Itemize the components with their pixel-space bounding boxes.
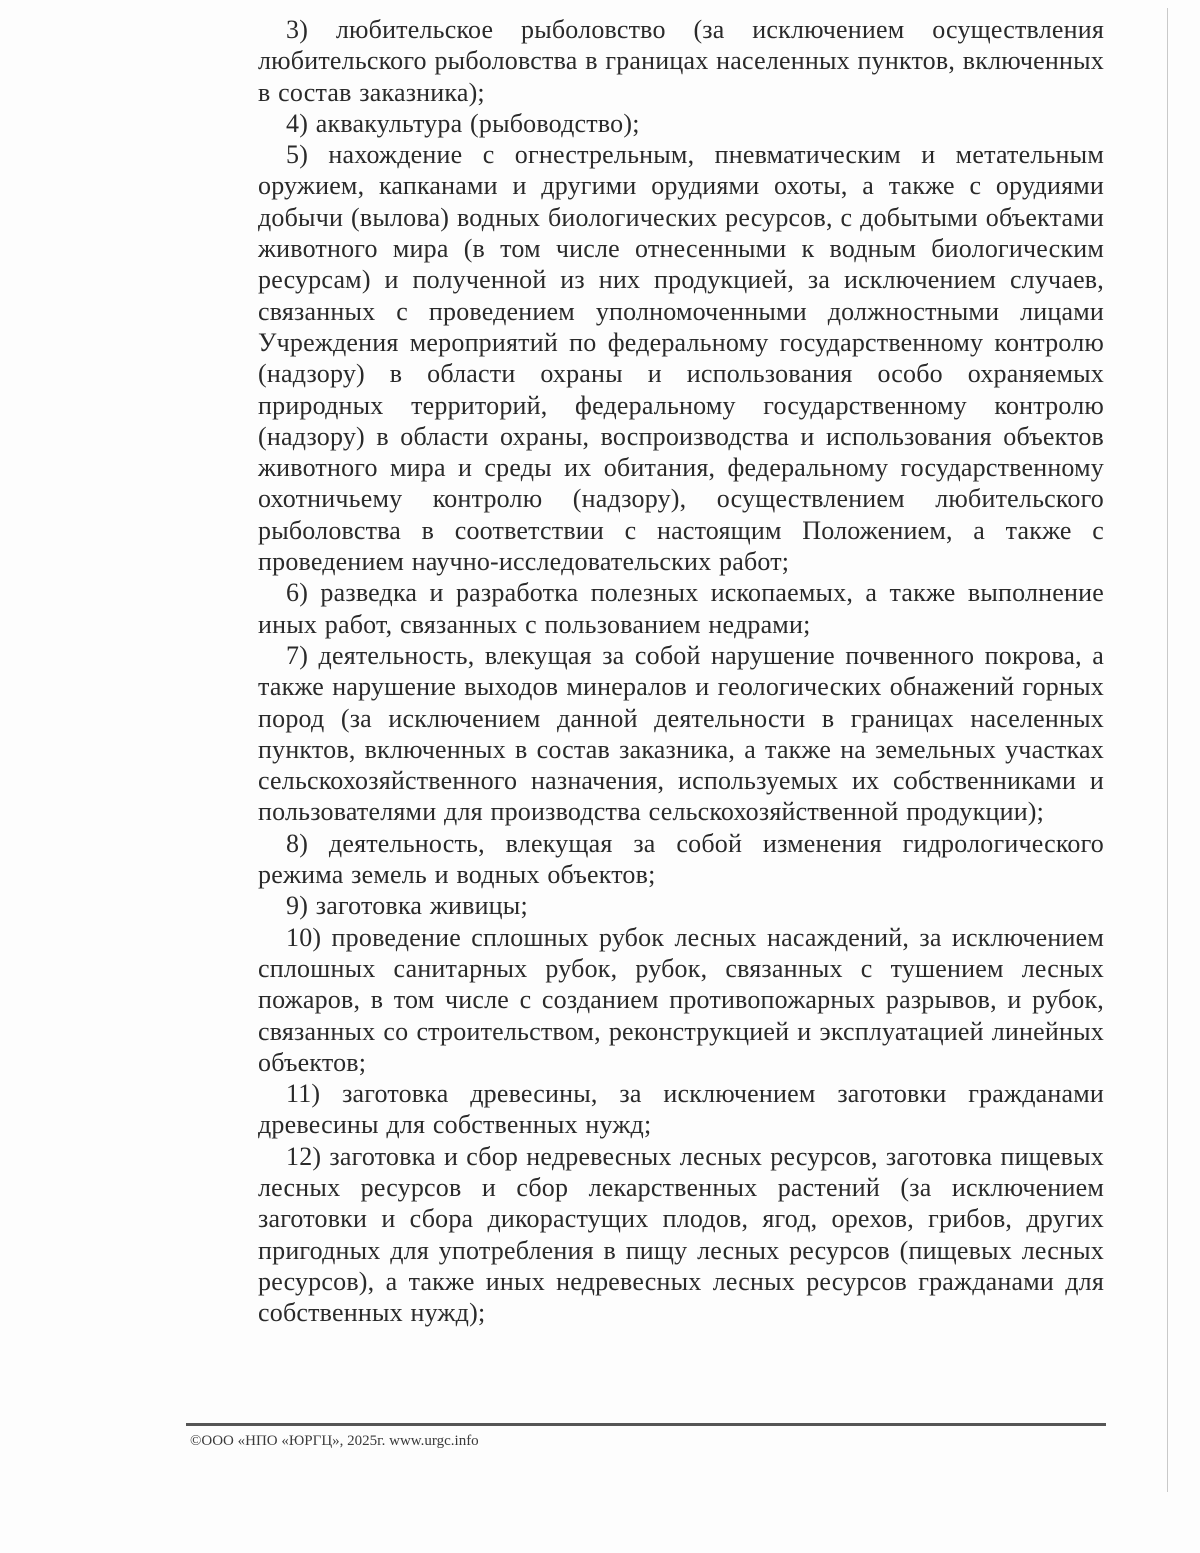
list-item-3: 3) любительское рыболовство (за исключением осуществления любительского рыболовства в границах населенных пунктов, включенных в состав заказника); xyxy=(258,15,1104,107)
list-item-6: 6) разведка и разработка полезных ископаемых, а также выполнение иных работ, связанных с пользованием недрами; xyxy=(258,578,1104,639)
list-item-5: 5) нахождение с огнестрельным, пневматическим и метательным оружием, капканами и другими орудиями охоты, а также с орудиями добычи (вылова) водных биологических ресурсов, с добытыми объектами животного мира (в том числе отнесенными к водным биологическим ресурсам) и полученной из них продукцией, за исключением случаев, связанных с проведением уполномоченными должностными лицами Учреждения мероприятий по федеральному государственному контролю (надзору) в области охраны и использования особо охраняемых природных территорий, федеральному государственному контролю (надзору) в области охраны, воспроизводства и использования объектов животного мира и среды их обитания, федеральному государственному охотничьему контролю (надзору), осуществлением любительского рыболовства в соответствии с настоящим Положением, а также с проведением научно-исследовательских работ; xyxy=(258,140,1104,577)
list-item-11: 11) заготовка древесины, за исключением заготовки гражданами древесины для собственных нужд; xyxy=(258,1079,1104,1140)
footer-copyright: ©ООО «НПО «ЮРГЦ», 2025г. www.urgc.info xyxy=(190,1433,479,1449)
list-item-7: 7) деятельность, влекущая за собой нарушение почвенного покрова, а также нарушение выходов минералов и геологических обнажений горных пород (за исключением данной деятельности в границах населенных пунктов, включенных в состав заказника, а также на земельных участках сельскохозяйственного назначения, используемых их собственниками и пользователями для производства сельскохозяйственной продукции); xyxy=(258,640,1104,827)
footer-divider xyxy=(186,1423,1106,1426)
list-item-10: 10) проведение сплошных рубок лесных насаждений, за исключением сплошных санитарных рубок, рубок, связанных с тушением лесных пожаров, в том числе с созданием противопожарных разрывов, и рубок, связанных со строительством, реконструкцией и эксплуатацией линейных объектов; xyxy=(258,922,1104,1077)
document-body xyxy=(258,14,1104,1328)
list-item-9: 9) заготовка живицы; xyxy=(286,891,528,921)
scan-edge-line xyxy=(1167,8,1168,1492)
list-item-4: 4) аквакультура (рыбоводство); xyxy=(286,108,640,138)
list-item-8: 8) деятельность, влекущая за собой изменения гидрологического режима земель и водных объектов; xyxy=(258,828,1104,890)
list-item-12: 12) заготовка и сбор недревесных лесных ресурсов, заготовка пищевых лесных ресурсов и сбор лекарственных растений (за исключением заготовки и сбора дикорастущих плодов, ягод, орехов, грибов, других пригодных для употребления в пищу лесных ресурсов (пищевых лесных ресурсов), а также иных недревесных лесных ресурсов гражданами для собственных нужд); xyxy=(258,1141,1104,1328)
